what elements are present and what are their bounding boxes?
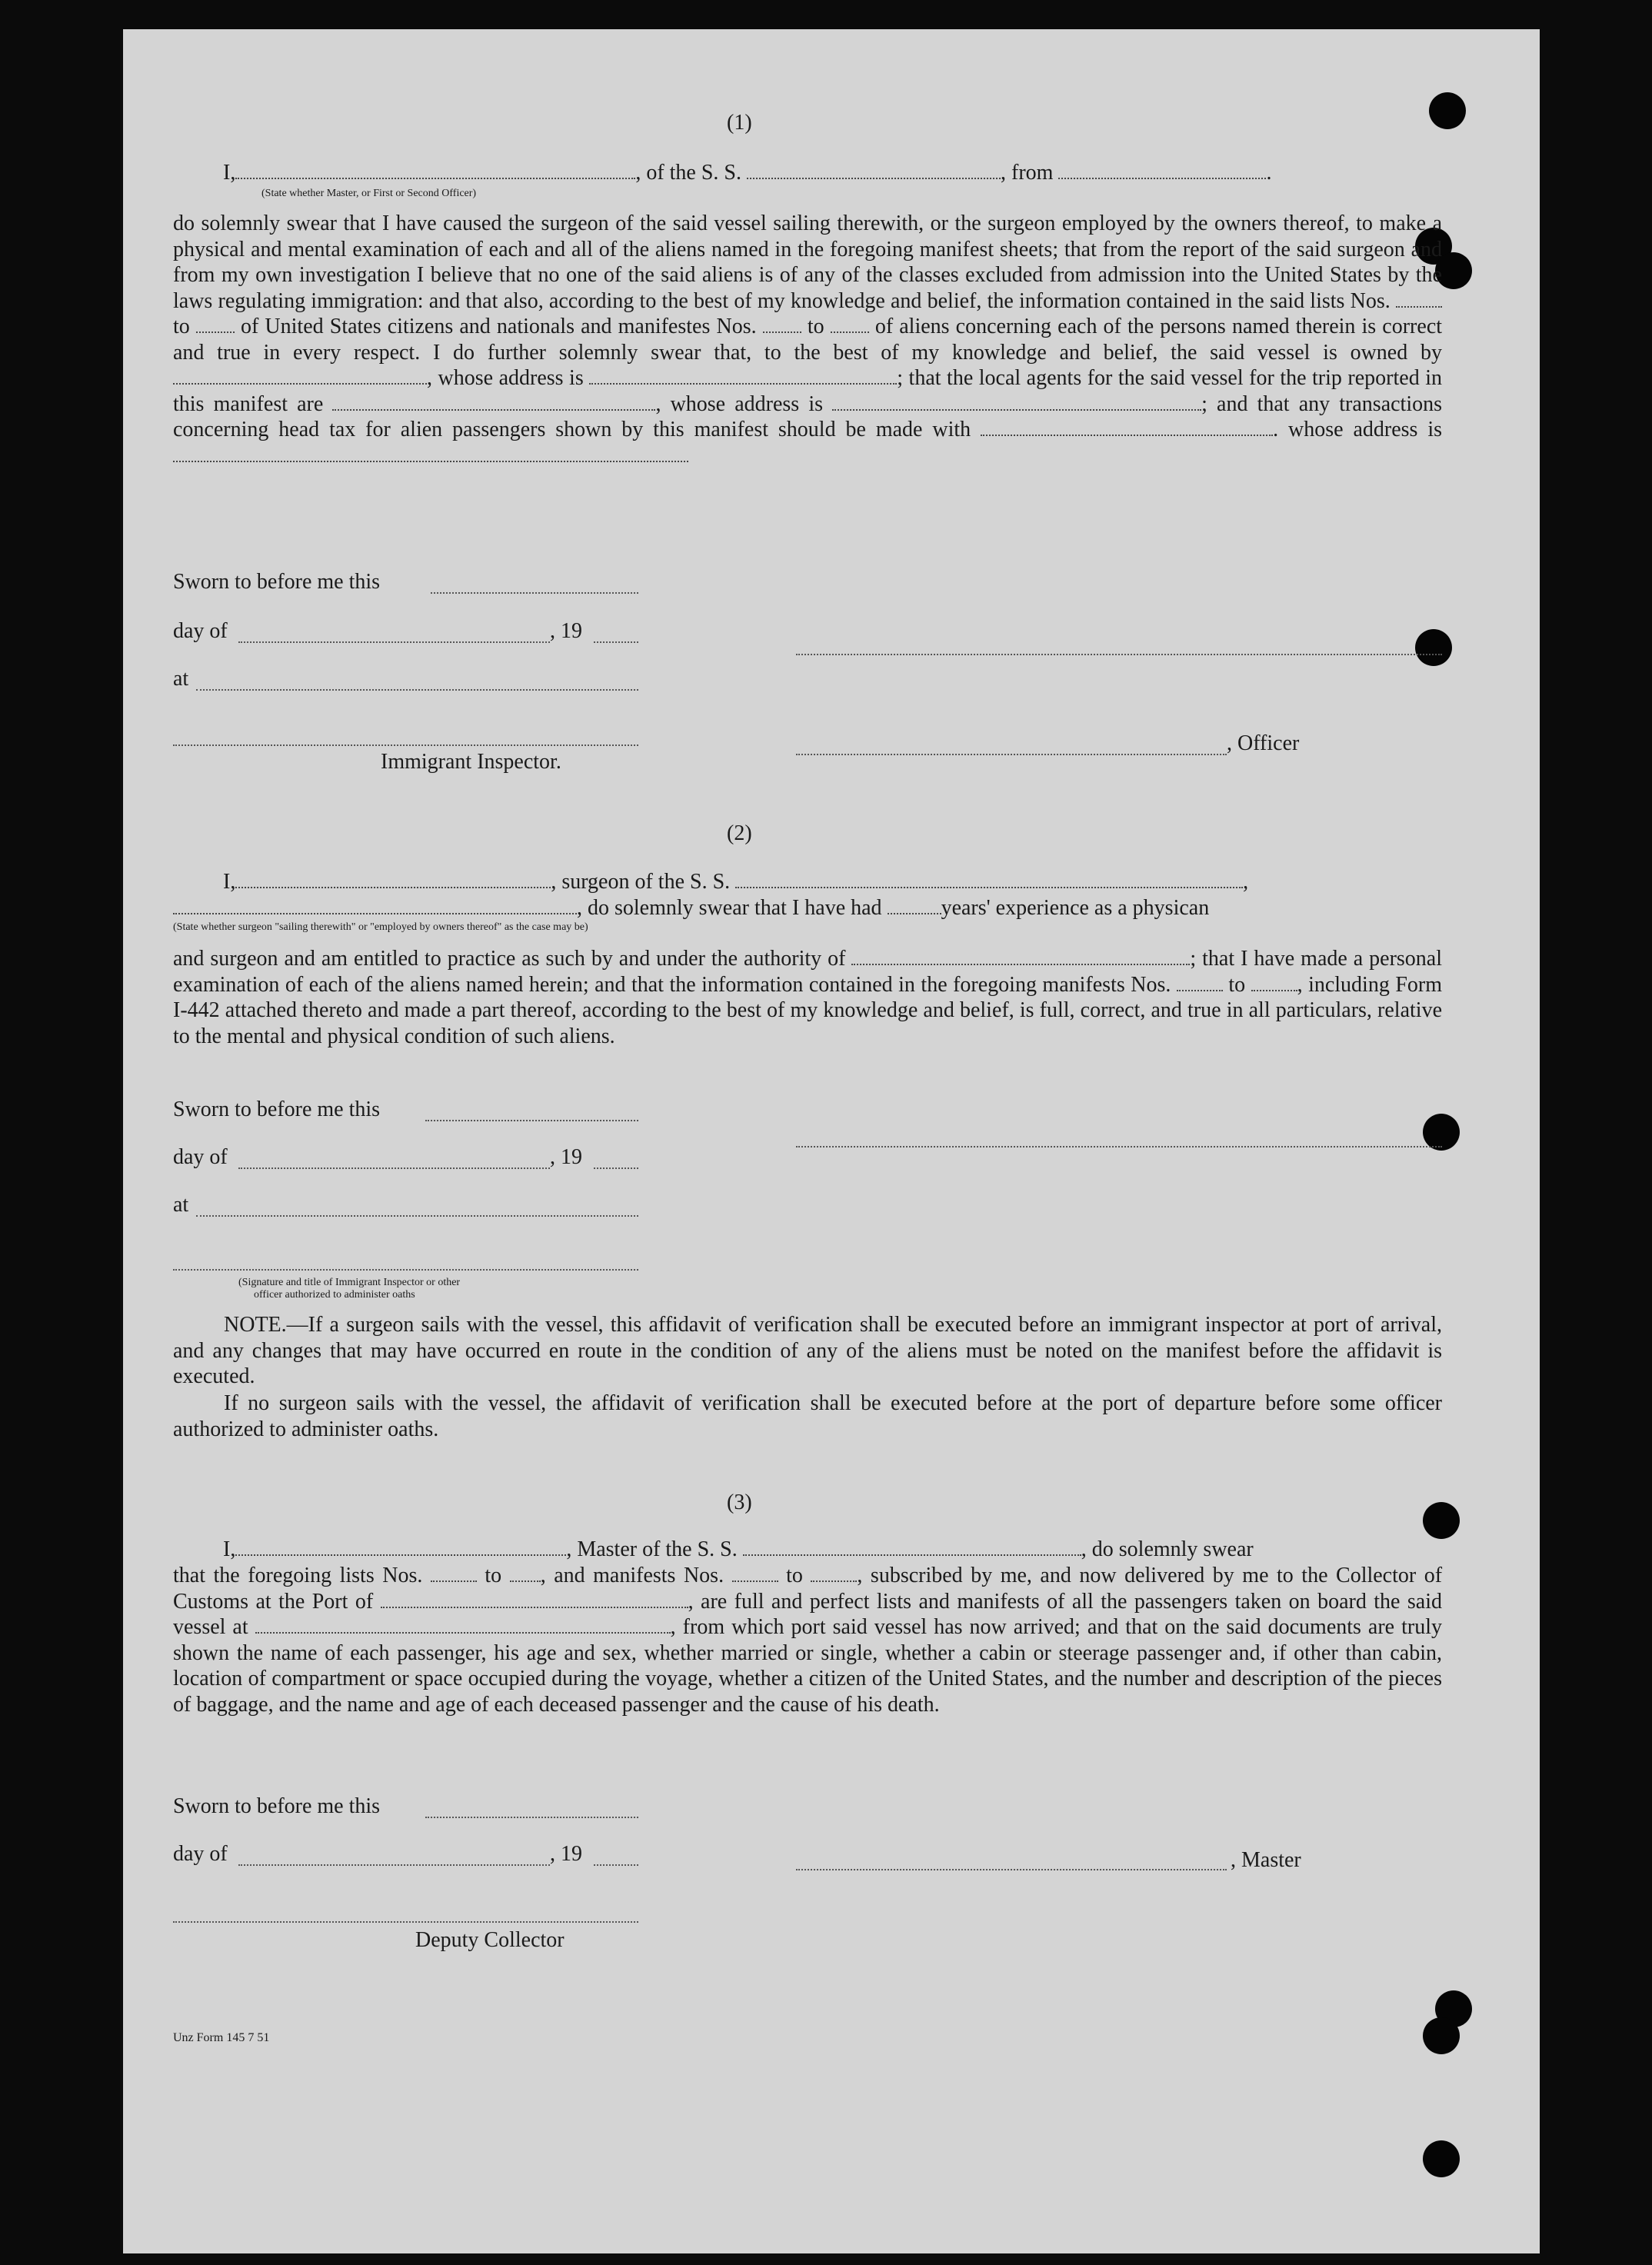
sworn-line: Sworn to before me this xyxy=(173,1794,381,1818)
sworn-line: Sworn to before me this xyxy=(173,570,381,594)
note-paragraph: NOTE.—If a surgeon sails with the vessel, this affidavit of verification shall be executed before an immigrant inspector at port of arrival, and any changes that may have occurred en route in the condition of any of the aliens must be noted on the manifest before the affidavit is executed. xyxy=(173,1313,1442,1388)
binder-hole xyxy=(1423,1114,1460,1151)
at-line: at xyxy=(173,1193,189,1217)
section1-first-line: I, , of the S. S. , from . xyxy=(223,161,1272,185)
immigrant-inspector-label: Immigrant Inspector. xyxy=(381,750,561,774)
section-number: (1) xyxy=(727,111,752,135)
section3-first-line: I, , Master of the S. S. , do solemnly swear xyxy=(223,1537,1254,1561)
section-number: (3) xyxy=(727,1491,752,1514)
day-of-line: day of xyxy=(173,619,228,643)
year-label: , 19 xyxy=(550,1145,582,1169)
deputy-collector-label: Deputy Collector xyxy=(415,1928,565,1952)
signature-hint: (Signature and title of Immigrant Inspector or other xyxy=(238,1277,461,1288)
section2-first-line: I, , surgeon of the S. S. , xyxy=(223,870,1249,894)
binder-hole xyxy=(1423,2017,1460,2054)
year-label: , 19 xyxy=(550,619,582,643)
day-of-line: day of xyxy=(173,1145,228,1169)
at-line: at xyxy=(173,667,189,691)
section2-second-line: , do solemnly swear that I have had years' experience as a physican xyxy=(173,895,1209,921)
officer-label: , Officer xyxy=(1227,731,1300,755)
surgeon-hint: (State whether surgeon "sailing therewith" or "employed by owners thereof" as the case may be) xyxy=(173,921,588,933)
sworn-line: Sworn to before me this xyxy=(173,1098,381,1121)
binder-hole xyxy=(1423,2140,1460,2177)
section1-oath-paragraph: do solemnly swear that I have caused the surgeon of the said vessel sailing therewith, or the surgeon employed by the owners thereof, to make a physical and mental examination of each and all of the aliens named in the foregoing manifest sheets; that from the report of the said surgeon and from my own investigation I believe that no one of the said aliens is of any of the classes excluded from admission into the United States by the laws regulating immigration: and that also, according to the best of my knowledge and belief, the information contained in the said lists Nos. to of United States citizens and nationals and manifestes Nos. to of aliens concerning each of the persons named therein is correct and true in every respect. I do further solemnly swear that, to the best of my knowledge and belief, the said vessel is owned by , whose address is ; that the local agents for the said vessel for the trip reported in this manifest are , whose address is ; and that any transactions concerning head tax for alien passengers shown by this manifest should be made with . whose address is xyxy=(173,211,1442,468)
master-label: , Master xyxy=(1231,1848,1301,1872)
binder-hole xyxy=(1423,1502,1460,1539)
day-of-line: day of xyxy=(173,1842,228,1866)
document-page xyxy=(123,29,1540,2253)
signature-hint: officer authorized to administer oaths xyxy=(254,1289,415,1301)
note-paragraph: If no surgeon sails with the vessel, the affidavit of verification shall be executed before at the port of departure before some officer authorized to administer oaths. xyxy=(173,1391,1442,1441)
binder-hole xyxy=(1415,629,1452,666)
year-label: , 19 xyxy=(550,1842,582,1866)
binder-hole xyxy=(1429,92,1466,129)
form-identifier: Unz Form 145 7 51 xyxy=(173,2031,270,2044)
section3-oath-paragraph: that the foregoing lists Nos. to , and manifests Nos. to , subscribed by me, and now delivered by me to the Collector of Customs at the Port of , are full and perfect lists and manifests of all the passengers taken on board the said vessel at , from which port said vessel has now arrived; and that on the said documents are truly shown the name of each passenger, his age and sex, whether married or single, whether a cabin or steerage passenger and, if other than cabin, location of compartment or space occupied during the voyage, whether a citizen of the United States, and the number and description of the pieces of baggage, and the name and age of each deceased passenger and the cause of his death. xyxy=(173,1564,1443,1717)
section2-oath-paragraph: and surgeon and am entitled to practice as such by and under the authority of ; that I have made a personal examination of each of the aliens named herein; and that the information contained in the foregoing manifests Nos. to , including Form I-442 attached thereto and made a part thereof, according to the best of my knowledge and belief, is full, correct, and true in all particulars, relative to the mental and physical condition of such aliens. xyxy=(173,947,1443,1048)
rank-hint: (State whether Master, or First or Second Officer) xyxy=(261,188,477,199)
section-number: (2) xyxy=(727,821,752,845)
